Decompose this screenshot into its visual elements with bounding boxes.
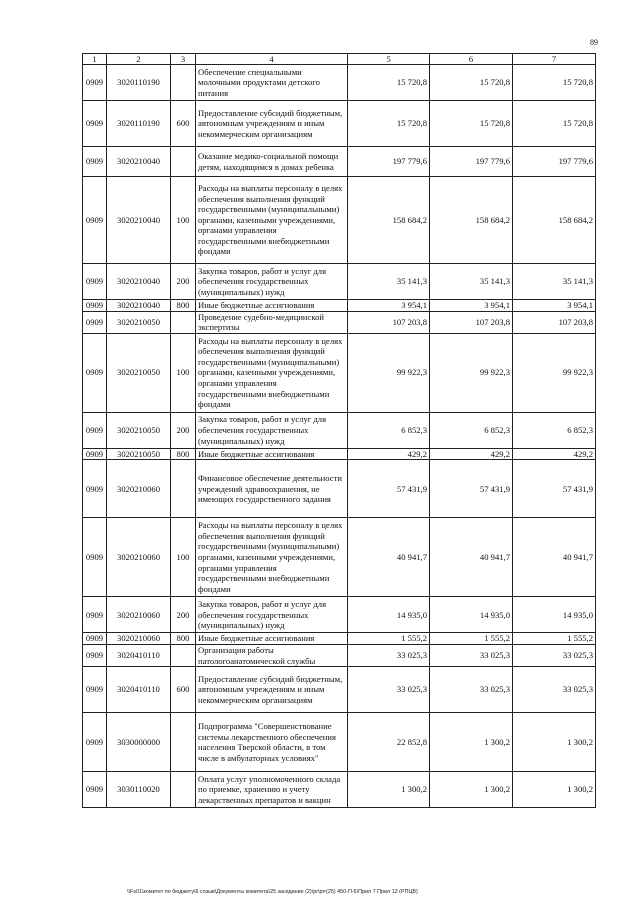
section-cell: 0909 [83, 713, 107, 772]
amount-cell: 40 941,7 [430, 518, 513, 597]
amount-cell: 1 300,2 [430, 772, 513, 808]
expense-type-cell: 100 [171, 333, 196, 412]
amount-cell: 33 025,3 [348, 644, 430, 666]
code-cell: 3030000000 [107, 713, 171, 772]
name-cell: Закупка товаров, работ и услуг для обеспечения государственных (муниципальных) нужд [196, 597, 348, 633]
amount-cell: 3 954,1 [348, 300, 430, 312]
code-cell: 3020210050 [107, 311, 171, 333]
header-cell: 5 [348, 54, 430, 65]
section-cell: 0909 [83, 264, 107, 300]
amount-cell: 22 852,8 [348, 713, 430, 772]
code-cell: 3020210050 [107, 448, 171, 460]
name-cell: Иные бюджетные ассигнования [196, 300, 348, 312]
code-cell: 3020210040 [107, 300, 171, 312]
section-cell: 0909 [83, 633, 107, 645]
amount-cell: 15 720,8 [430, 65, 513, 101]
amount-cell: 158 684,2 [430, 177, 513, 264]
amount-cell: 15 720,8 [348, 101, 430, 147]
amount-cell: 40 941,7 [348, 518, 430, 597]
name-cell: Оказание медико-социальной помощи детям, находящимся в домах ребенка [196, 147, 348, 177]
amount-cell: 1 300,2 [348, 772, 430, 808]
section-cell: 0909 [83, 147, 107, 177]
expense-type-cell [171, 644, 196, 666]
expense-type-cell: 600 [171, 101, 196, 147]
table-row [83, 65, 596, 101]
code-cell: 3020210060 [107, 460, 171, 518]
expense-type-cell: 800 [171, 300, 196, 312]
amount-cell: 429,2 [348, 448, 430, 460]
table-row [83, 597, 596, 633]
expense-type-cell [171, 311, 196, 333]
amount-cell: 35 141,3 [348, 264, 430, 300]
amount-cell: 6 852,3 [513, 412, 596, 448]
footer-file-path: \\Fs01\комитет по бюджету\6 созыв\Документы комитета\25 заседание (2)\pr\prr(25) 450-П-6\Прил 7 Прил 12 (РПЦВ) [127, 889, 418, 895]
amount-cell: 107 203,8 [430, 311, 513, 333]
code-cell: 3020210060 [107, 633, 171, 645]
expense-type-cell: 800 [171, 633, 196, 645]
expense-type-cell [171, 713, 196, 772]
table-row [83, 333, 596, 412]
section-cell: 0909 [83, 460, 107, 518]
header-cell: 2 [107, 54, 171, 65]
table-row [83, 772, 596, 808]
code-cell: 3020210040 [107, 264, 171, 300]
amount-cell: 35 141,3 [513, 264, 596, 300]
table-row [83, 644, 596, 666]
amount-cell: 57 431,9 [513, 460, 596, 518]
amount-cell: 99 922,3 [430, 333, 513, 412]
header-cell: 4 [196, 54, 348, 65]
table-row [83, 448, 596, 460]
code-cell: 3020110190 [107, 101, 171, 147]
name-cell: Финансовое обеспечение деятельности учреждений здравоохранения, не имеющих государственного задания [196, 460, 348, 518]
amount-cell: 99 922,3 [348, 333, 430, 412]
header-cell: 7 [513, 54, 596, 65]
amount-cell: 158 684,2 [348, 177, 430, 264]
name-cell: Закупка товаров, работ и услуг для обеспечения государственных (муниципальных) нужд [196, 264, 348, 300]
amount-cell: 57 431,9 [348, 460, 430, 518]
name-cell: Закупка товаров, работ и услуг для обеспечения государственных (муниципальных) нужд [196, 412, 348, 448]
section-cell: 0909 [83, 65, 107, 101]
expense-type-cell: 200 [171, 597, 196, 633]
code-cell: 3020210040 [107, 147, 171, 177]
expense-type-cell: 100 [171, 177, 196, 264]
amount-cell: 33 025,3 [348, 667, 430, 713]
code-cell: 3030110020 [107, 772, 171, 808]
amount-cell: 57 431,9 [430, 460, 513, 518]
amount-cell: 14 935,0 [513, 597, 596, 633]
amount-cell: 6 852,3 [430, 412, 513, 448]
code-cell: 3020210050 [107, 333, 171, 412]
page-number: 89 [590, 38, 598, 47]
amount-cell: 35 141,3 [430, 264, 513, 300]
amount-cell: 15 720,8 [513, 101, 596, 147]
expense-type-cell: 100 [171, 518, 196, 597]
expense-type-cell [171, 460, 196, 518]
amount-cell: 14 935,0 [348, 597, 430, 633]
amount-cell: 429,2 [430, 448, 513, 460]
name-cell: Организация работы патологоанатомической службы [196, 644, 348, 666]
amount-cell: 197 779,6 [513, 147, 596, 177]
expense-type-cell: 200 [171, 264, 196, 300]
name-cell: Предоставление субсидий бюджетным, автономным учреждениям и иным некоммерческим организациям [196, 667, 348, 713]
name-cell: Предоставление субсидий бюджетным, автономным учреждениям и иным некоммерческим организациям [196, 101, 348, 147]
name-cell: Подпрограмма "Совершенствование системы лекарственного обеспечения населения Тверской области, в том числе в амбулаторных условиях" [196, 713, 348, 772]
amount-cell: 197 779,6 [348, 147, 430, 177]
amount-cell: 15 720,8 [513, 65, 596, 101]
section-cell: 0909 [83, 333, 107, 412]
table-row [83, 101, 596, 147]
table-header-row [83, 54, 596, 65]
amount-cell: 1 300,2 [430, 713, 513, 772]
table-row [83, 713, 596, 772]
amount-cell: 15 720,8 [348, 65, 430, 101]
amount-cell: 14 935,0 [430, 597, 513, 633]
table-row [83, 177, 596, 264]
amount-cell: 33 025,3 [513, 667, 596, 713]
expense-type-cell [171, 65, 196, 101]
expense-type-cell: 600 [171, 667, 196, 713]
table-row [83, 460, 596, 518]
section-cell: 0909 [83, 772, 107, 808]
header-cell: 6 [430, 54, 513, 65]
expense-type-cell [171, 772, 196, 808]
amount-cell: 1 300,2 [513, 713, 596, 772]
table-row [83, 300, 596, 312]
section-cell: 0909 [83, 667, 107, 713]
table-row [83, 667, 596, 713]
name-cell: Иные бюджетные ассигнования [196, 633, 348, 645]
name-cell: Расходы на выплаты персоналу в целях обеспечения выполнения функций государственными (муниципальными) органами, казенными учреждениями, органами управления государственными внебюджетными фондами [196, 518, 348, 597]
section-cell: 0909 [83, 177, 107, 264]
code-cell: 3020110190 [107, 65, 171, 101]
amount-cell: 40 941,7 [513, 518, 596, 597]
amount-cell: 3 954,1 [513, 300, 596, 312]
expense-type-cell: 800 [171, 448, 196, 460]
section-cell: 0909 [83, 597, 107, 633]
section-cell: 0909 [83, 644, 107, 666]
amount-cell: 1 555,2 [348, 633, 430, 645]
amount-cell: 6 852,3 [348, 412, 430, 448]
amount-cell: 107 203,8 [348, 311, 430, 333]
amount-cell: 33 025,3 [513, 644, 596, 666]
section-cell: 0909 [83, 518, 107, 597]
table-row [83, 311, 596, 333]
name-cell: Расходы на выплаты персоналу в целях обеспечения выполнения функций государственными (муниципальными) органами, казенными учреждениями, органами управления государственными внебюджетными фондами [196, 333, 348, 412]
header-cell: 1 [83, 54, 107, 65]
code-cell: 3020410110 [107, 667, 171, 713]
amount-cell: 1 555,2 [430, 633, 513, 645]
expense-type-cell [171, 147, 196, 177]
section-cell: 0909 [83, 448, 107, 460]
name-cell: Проведение судебно-медицинской экспертизы [196, 311, 348, 333]
header-cell: 3 [171, 54, 196, 65]
name-cell: Иные бюджетные ассигнования [196, 448, 348, 460]
table-row [83, 147, 596, 177]
name-cell: Обеспечение специальными молочными продуктами детского питания [196, 65, 348, 101]
code-cell: 3020210050 [107, 412, 171, 448]
table-row [83, 412, 596, 448]
code-cell: 3020410110 [107, 644, 171, 666]
code-cell: 3020210040 [107, 177, 171, 264]
code-cell: 3020210060 [107, 597, 171, 633]
amount-cell: 429,2 [513, 448, 596, 460]
name-cell: Расходы на выплаты персоналу в целях обеспечения выполнения функций государственными (муниципальными) органами, казенными учреждениями, органами управления государственными внебюджетными фондами [196, 177, 348, 264]
amount-cell: 33 025,3 [430, 644, 513, 666]
section-cell: 0909 [83, 101, 107, 147]
amount-cell: 1 300,2 [513, 772, 596, 808]
section-cell: 0909 [83, 300, 107, 312]
budget-table [82, 53, 596, 808]
section-cell: 0909 [83, 412, 107, 448]
amount-cell: 1 555,2 [513, 633, 596, 645]
amount-cell: 99 922,3 [513, 333, 596, 412]
table-row [83, 518, 596, 597]
amount-cell: 33 025,3 [430, 667, 513, 713]
table-row [83, 264, 596, 300]
amount-cell: 197 779,6 [430, 147, 513, 177]
section-cell: 0909 [83, 311, 107, 333]
amount-cell: 107 203,8 [513, 311, 596, 333]
table-row [83, 633, 596, 645]
name-cell: Оплата услуг уполномоченного склада по приемке, хранению и учету лекарственных препаратов и вакцин [196, 772, 348, 808]
amount-cell: 15 720,8 [430, 101, 513, 147]
expense-type-cell: 200 [171, 412, 196, 448]
amount-cell: 158 684,2 [513, 177, 596, 264]
code-cell: 3020210060 [107, 518, 171, 597]
amount-cell: 3 954,1 [430, 300, 513, 312]
